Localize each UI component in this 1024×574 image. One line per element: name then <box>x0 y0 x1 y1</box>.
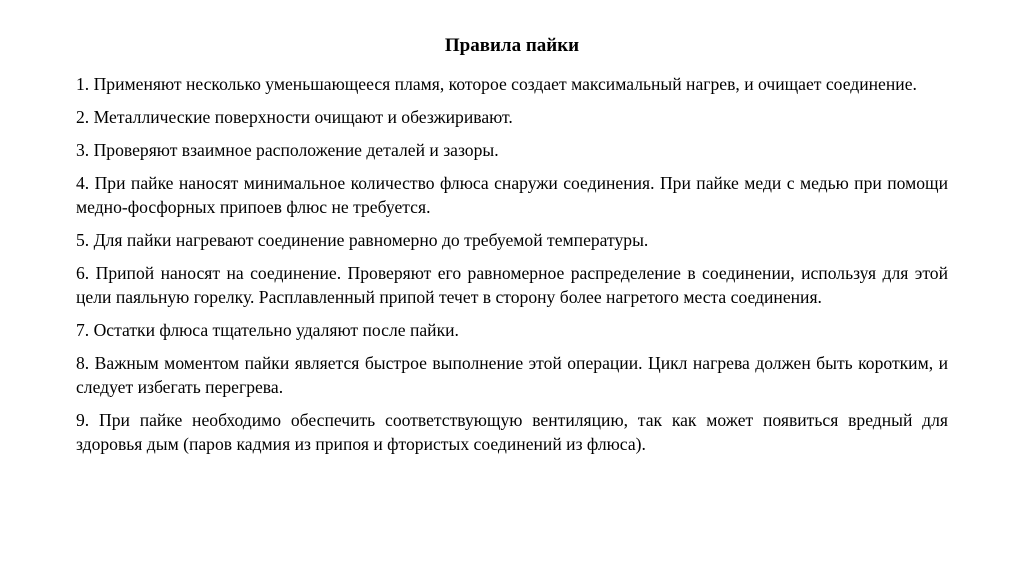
list-item: 9. При пайке необходимо обеспечить соответствующую вентиляцию, так как может появиться вредный для здоровья дым (паров кадмия из припоя и фтористых соединений из флюса). <box>76 410 948 454</box>
list-item: 7. Остатки флюса тщательно удаляют после пайки. <box>76 320 459 340</box>
list-item: 5. Для пайки нагревают соединение равномерно до требуемой температуры. <box>76 230 649 250</box>
list-item: 2. Металлические поверхности очищают и обезжиривают. <box>76 107 513 127</box>
rules-list <box>76 72 948 465</box>
list-item: 3. Проверяют взаимное расположение деталей и зазоры. <box>76 140 499 160</box>
list-item: 6. Припой наносят на соединение. Проверяют его равномерное распределение в соединении, используя для этой цели паяльную горелку. Расплавленный припой течет в сторону более нагретого места соединения. <box>76 263 948 307</box>
list-item: 1. Применяют несколько уменьшающееся пламя, которое создает максимальный нагрев, и очищает соединение. <box>76 74 917 94</box>
page-title: Правила пайки <box>444 35 580 56</box>
list-item: 8. Важным моментом пайки является быстрое выполнение этой операции. Цикл нагрева должен быть коротким, и следует избегать перегрева. <box>76 353 948 397</box>
list-item: 4. При пайке наносят минимальное количество флюса снаружи соединения. При пайке меди с медью при помощи медно-фосфорных припоев флюс не требуется. <box>76 173 948 217</box>
